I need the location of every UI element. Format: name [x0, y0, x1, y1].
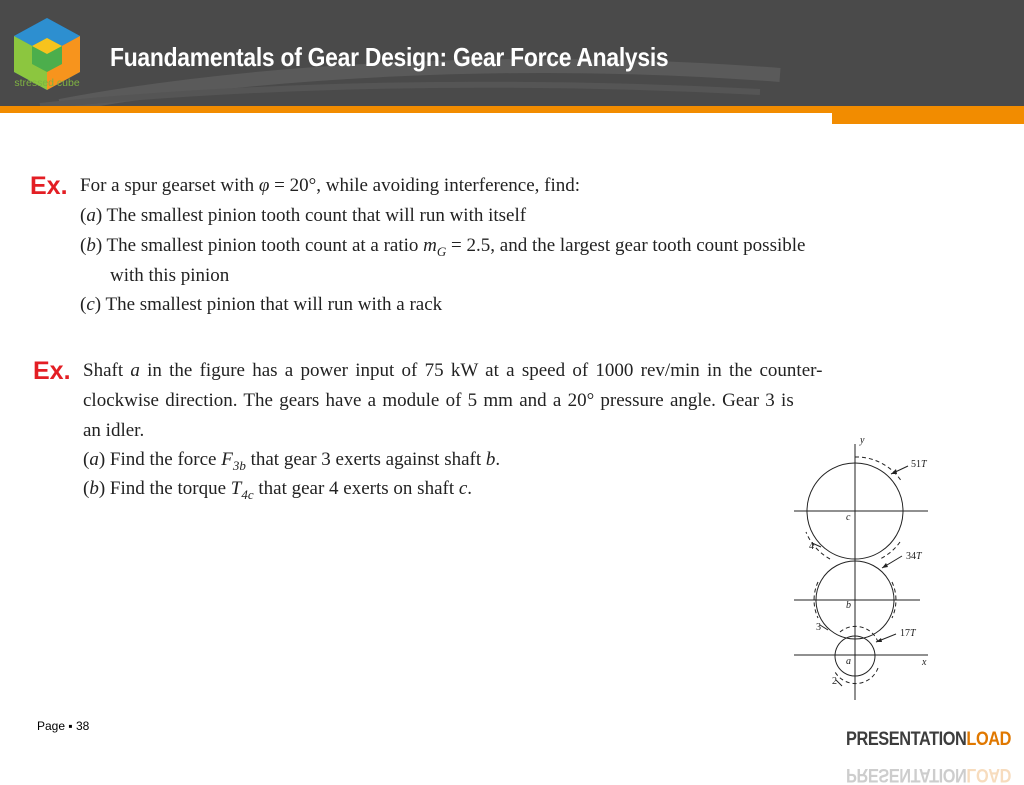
logo-text: stressed cube	[14, 77, 80, 89]
example-1-part-b-continued: with this pinion	[110, 265, 230, 286]
example-2-line-2: clockwise direction. The gears have a module of 5 mm and a 20° pressure angle. Gear 3 is	[83, 390, 794, 411]
slide-title: Fuandamentals of Gear Design: Gear Force Analysis	[110, 42, 669, 72]
example-1-part-c: (c) The smallest pinion that will run with a rack	[80, 294, 443, 315]
example-2-label: Ex.	[33, 357, 71, 385]
page-number: Page ▪ 38	[37, 719, 90, 733]
header-accent-bar	[0, 106, 1024, 113]
header-bar	[0, 0, 1024, 106]
example-2-part-b: (b) Find the torque $T_{4c}$ that gear 4 exerts on shaft c.	[83, 478, 473, 502]
shaft-b-label: b	[846, 600, 851, 611]
example-2-part-a: (a) Find the force $F_{3b}$ that gear 3 exerts against shaft b.	[83, 449, 501, 473]
gear-2-label: 2	[832, 676, 837, 687]
gear-train-figure	[790, 432, 950, 702]
gear-17-label: 17T	[900, 628, 916, 639]
example-2-line-1: Shaft a in the figure has a power input of 75 kW at a speed of 1000 rev/min in the counter-	[83, 360, 823, 381]
example-1-intro: For a spur gearset with φ = 20°, while avoiding interference, find:	[80, 175, 581, 196]
example-1-part-a: (a) The smallest pinion tooth count that will run with itself	[80, 205, 527, 226]
shaft-a-label: a	[846, 656, 851, 667]
example-1-part-b: (b) The smallest pinion tooth count at a ratio $m_G = 2.5$, and the largest gear tooth count possible	[80, 235, 806, 259]
example-2-line-3: an idler.	[83, 420, 145, 441]
gear-4-label: 4	[809, 541, 814, 552]
shaft-c-label: c	[846, 512, 851, 523]
example-1-label: Ex.	[30, 172, 68, 200]
gear-3-label: 3	[816, 622, 821, 633]
presentationload-logo: PRESENTATIONLOAD	[846, 729, 1011, 750]
gear-34-label: 34T	[906, 551, 922, 562]
gear-2-addendum-arc	[840, 626, 878, 642]
header-accent-tab	[832, 113, 1024, 124]
gear-51-label: 51T	[911, 459, 927, 470]
x-axis-label: x	[922, 657, 927, 668]
y-axis-label: y	[860, 435, 865, 446]
